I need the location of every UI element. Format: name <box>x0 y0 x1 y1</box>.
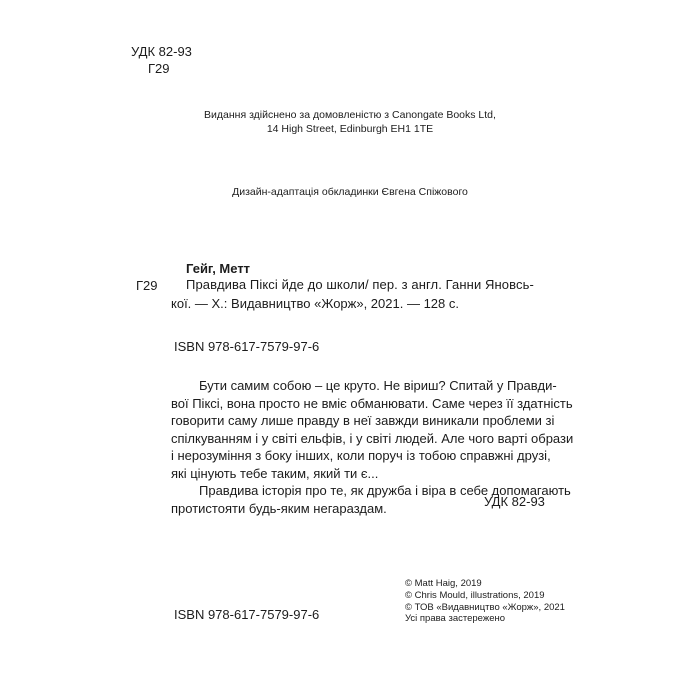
copyright-line: © ТОВ «Видавництво «Жорж», 2021 <box>405 602 565 613</box>
annotation-line: спілкуванням і у світі ельфів, і у світі людей. Але чого варті образи <box>171 430 574 446</box>
udk-code-bottom: УДК 82-93 <box>484 494 545 509</box>
author-name: Гейг, Метт <box>186 261 251 276</box>
udk-code: УДК 82-93 <box>131 44 192 59</box>
annotation-line: Бути самим собою – це круто. Не віриш? Спитай у Правди- <box>199 378 557 393</box>
author-mark-code: Г29 <box>148 61 170 76</box>
isbn-bottom: ISBN 978-617-7579-97-6 <box>174 607 320 622</box>
annotation-line: і нерозуміння з боку інших, коли поруч із тобою справжні друзі, <box>171 448 551 463</box>
publisher-note <box>200 108 500 136</box>
isbn: ISBN 978-617-7579-97-6 <box>174 339 320 354</box>
annotation <box>171 377 574 517</box>
annotation-line: Правдива історія про те, як дружба і віра в себе допомагають <box>199 483 571 498</box>
annotation-line: вої Піксі, вона просто не вміє обманювати. Саме через її здатність <box>171 395 573 411</box>
bibliographic-description-line: Правдива Піксі йде до школи/ пер. з англ. Ганни Яновсь- <box>186 277 534 292</box>
bibliographic-description-line: кої. — Х.: Видавництво «Жорж», 2021. — 128 с. <box>171 296 459 311</box>
publisher-note-line: 14 High Street, Edinburgh EH1 1TE <box>266 123 434 135</box>
cover-design-credit: Дизайн-адаптація обкладинки Євгена Спіжового <box>232 186 468 198</box>
copyright-notice <box>405 578 565 614</box>
annotation-line: протистояти будь-яким негараздам. <box>171 500 387 516</box>
annotation-line: говорити саму лише правду в неї завжди виникали проблеми зі <box>171 413 555 428</box>
annotation-line: які цінують тебе таким, який ти є... <box>171 465 379 481</box>
author-mark-code: Г29 <box>136 278 158 293</box>
publisher-note-line: Видання здійснено за домовленістю з Canongate Books Ltd, <box>204 109 496 121</box>
copyright-line: © Chris Mould, illustrations, 2019 <box>405 590 545 601</box>
copyright-line: © Matt Haig, 2019 <box>405 578 482 589</box>
rights-reserved: Усі права застережено <box>405 613 506 624</box>
